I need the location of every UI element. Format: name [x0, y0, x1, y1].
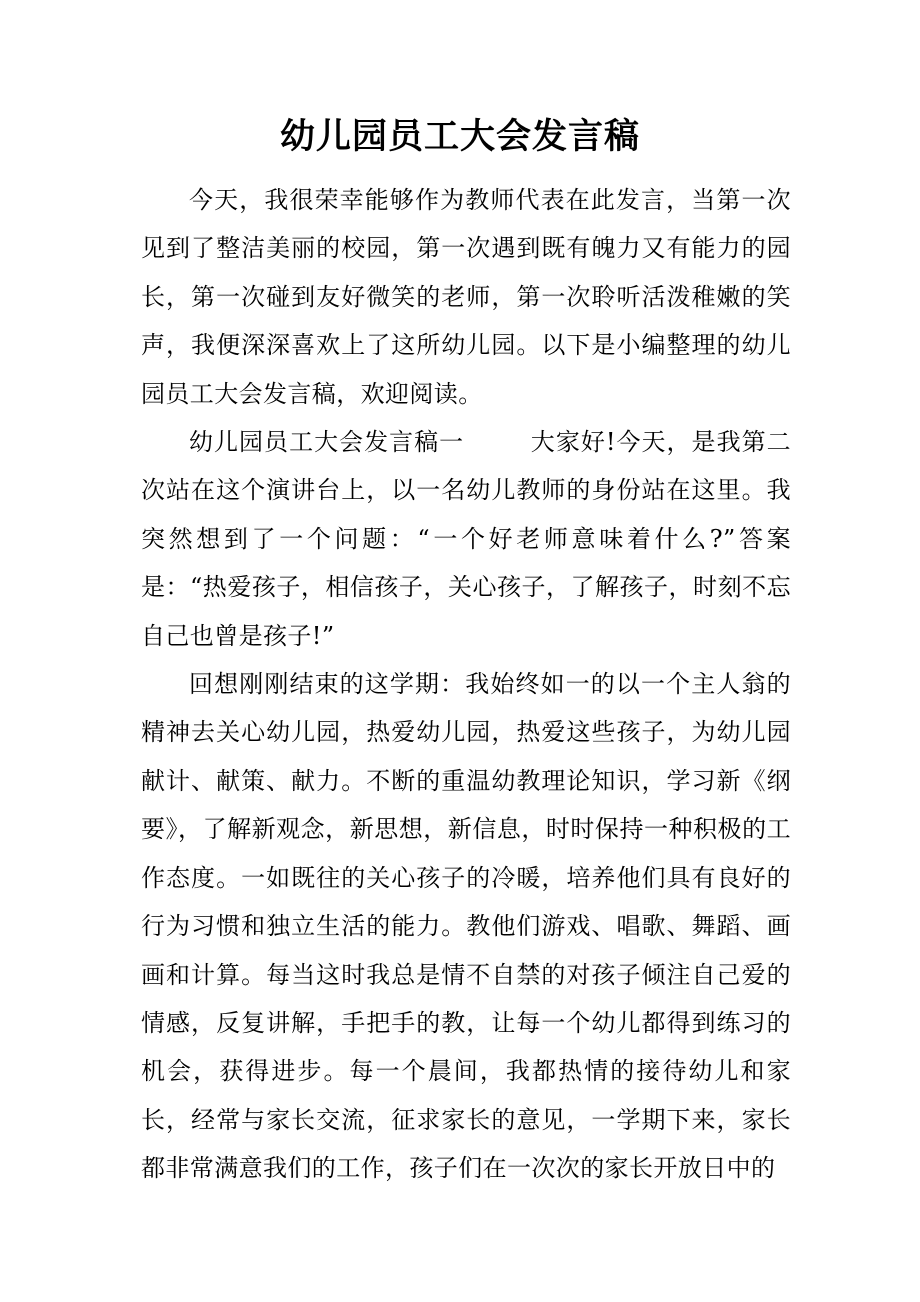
- intro-paragraph: 今天，我很荣幸能够作为教师代表在此发言，当第一次见到了整洁美丽的校园，第一次遇到既有魄力又有能力的园长，第一次碰到友好微笑的老师，第一次聆听活泼稚嫩的笑声，我便深深喜欢上了这所幼儿园。以下是小编整理的幼儿园员工大会发言稿，欢迎阅读。: [141, 186, 791, 408]
- speech-intro: 大家好!今天，是我第二次站在这个演讲台上，以一名幼儿教师的身份站在这里。我突然想到了一个问题：“一个好老师意味着什么?”答案是：“热爱孩子，相信孩子，关心孩子，了解孩子，时刻不忘自己也曾是孩子!”: [141, 428, 792, 650]
- speech-paragraph: [141, 418, 791, 660]
- document-title: 幼儿园员工大会发言稿: [279, 116, 640, 157]
- document-body: [141, 176, 791, 1193]
- speech-heading: 幼儿园员工大会发言稿一: [189, 428, 465, 457]
- closing-paragraph: 回想刚刚结束的这学期：我始终如一的以一个主人翁的精神去关心幼儿园，热爱幼儿园，热爱这些孩子，为幼儿园献计、献策、献力。不断的重温幼教理论知识，学习新《纲要》，了解新观念，新思想，新信息，时时保持一种积极的工作态度。一如既往的关心孩子的冷暖，培养他们具有良好的行为习惯和独立生活的能力。教他们游戏、唱歌、舞蹈、画画和计算。每当这时我总是情不自禁的对孩子倾注自己爱的情感，反复讲解，手把手的教，让每一个幼儿都得到练习的机会，获得进步。每一个晨间，我都热情的接待幼儿和家长，经常与家长交流，征求家长的意见，一学期下来，家长都非常满意我们的工作，孩子们在一次次的家长开放日中的: [141, 670, 791, 1183]
